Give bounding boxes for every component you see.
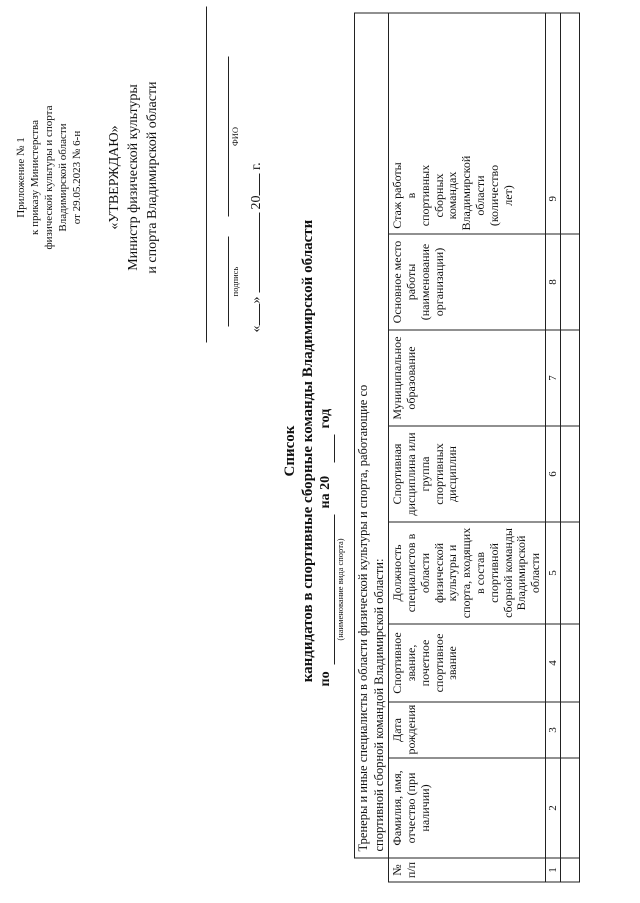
order-date-number: от 29.05.2023 № 6-н bbox=[71, 130, 84, 225]
intro-line2: спортивной сборной командой Владимирской области: bbox=[371, 558, 386, 852]
date-suffix: г. bbox=[249, 162, 264, 170]
header-full-name: Фамилия, имя, отчество (при наличии) bbox=[389, 758, 546, 858]
col-num-8: 8 bbox=[546, 234, 561, 330]
year-prefix: на 20 bbox=[318, 475, 333, 509]
col-num-1: 1 bbox=[546, 858, 561, 882]
approval-block bbox=[14, 13, 163, 343]
col-num-4: 4 bbox=[546, 624, 561, 702]
year-line bbox=[334, 435, 335, 463]
document-subtitle: кандидатов в спортивные сборные команды Владимирской области bbox=[300, 219, 316, 683]
header-position: Должность специалистов в области физической культуры и спорта, входящих в состав спортивной сборной команды Владимирской области bbox=[389, 522, 546, 624]
region-name: Владимирской области bbox=[57, 123, 70, 232]
date-year-prefix: 20 bbox=[249, 195, 264, 210]
date-close-quote: » bbox=[249, 296, 264, 304]
ministry-name: физической культуры и спорта bbox=[43, 105, 56, 250]
date-open-quote: « bbox=[249, 325, 264, 333]
table-header-row bbox=[389, 13, 546, 882]
col-num-3: 3 bbox=[546, 702, 561, 758]
header-workplace: Основное место работы (наименование организации) bbox=[389, 234, 546, 330]
signature-line bbox=[228, 237, 229, 327]
intro-spacer bbox=[355, 858, 389, 882]
minister-title-line1: Министр физической культуры bbox=[126, 84, 142, 271]
signature-label: подпись bbox=[230, 266, 240, 297]
signature-top-line bbox=[206, 7, 207, 343]
intro-line1: Тренеры и иные специалисты в области физической культуры и спорта, работающие со bbox=[356, 384, 370, 852]
header-discipline: Спортивная дисциплина или группа спортивных дисциплин bbox=[389, 426, 546, 522]
sport-prefix: по bbox=[318, 671, 333, 687]
fio-label: ФИО bbox=[230, 127, 240, 146]
fio-line bbox=[228, 57, 229, 217]
intro-cell bbox=[355, 13, 389, 858]
header-experience: Стаж работы в спортивных сборных командах Владимирской области (количество лет) bbox=[389, 13, 546, 234]
col-num-7: 7 bbox=[546, 330, 561, 426]
document-title: Список bbox=[282, 425, 298, 477]
candidates-table bbox=[354, 12, 580, 882]
header-municipality: Муниципальное образование bbox=[389, 330, 546, 426]
col-num-6: 6 bbox=[546, 426, 561, 522]
order-reference: к приказу Министерства bbox=[29, 120, 42, 235]
header-number: № п/п bbox=[389, 858, 546, 882]
col-num-5: 5 bbox=[546, 522, 561, 624]
col-num-2: 2 bbox=[546, 758, 561, 858]
column-number-row bbox=[546, 13, 561, 882]
header-sport-title: Спортивное звание, почетное спортивное звание bbox=[389, 624, 546, 702]
col-num-9: 9 bbox=[546, 13, 561, 234]
table-intro-row bbox=[355, 13, 389, 882]
minister-title-line2: и спорта Владимирской области bbox=[145, 81, 161, 274]
sport-name-caption: (наименование вида спорта) bbox=[335, 538, 345, 641]
appendix-title: Приложение № 1 bbox=[15, 137, 27, 218]
header-birth-date: Дата рождения bbox=[389, 702, 546, 758]
approval-date-line bbox=[249, 162, 265, 332]
table-row bbox=[561, 13, 580, 882]
approve-stamp-text: «УТВЕРЖДАЮ» bbox=[107, 125, 123, 230]
year-suffix: год bbox=[318, 408, 333, 429]
